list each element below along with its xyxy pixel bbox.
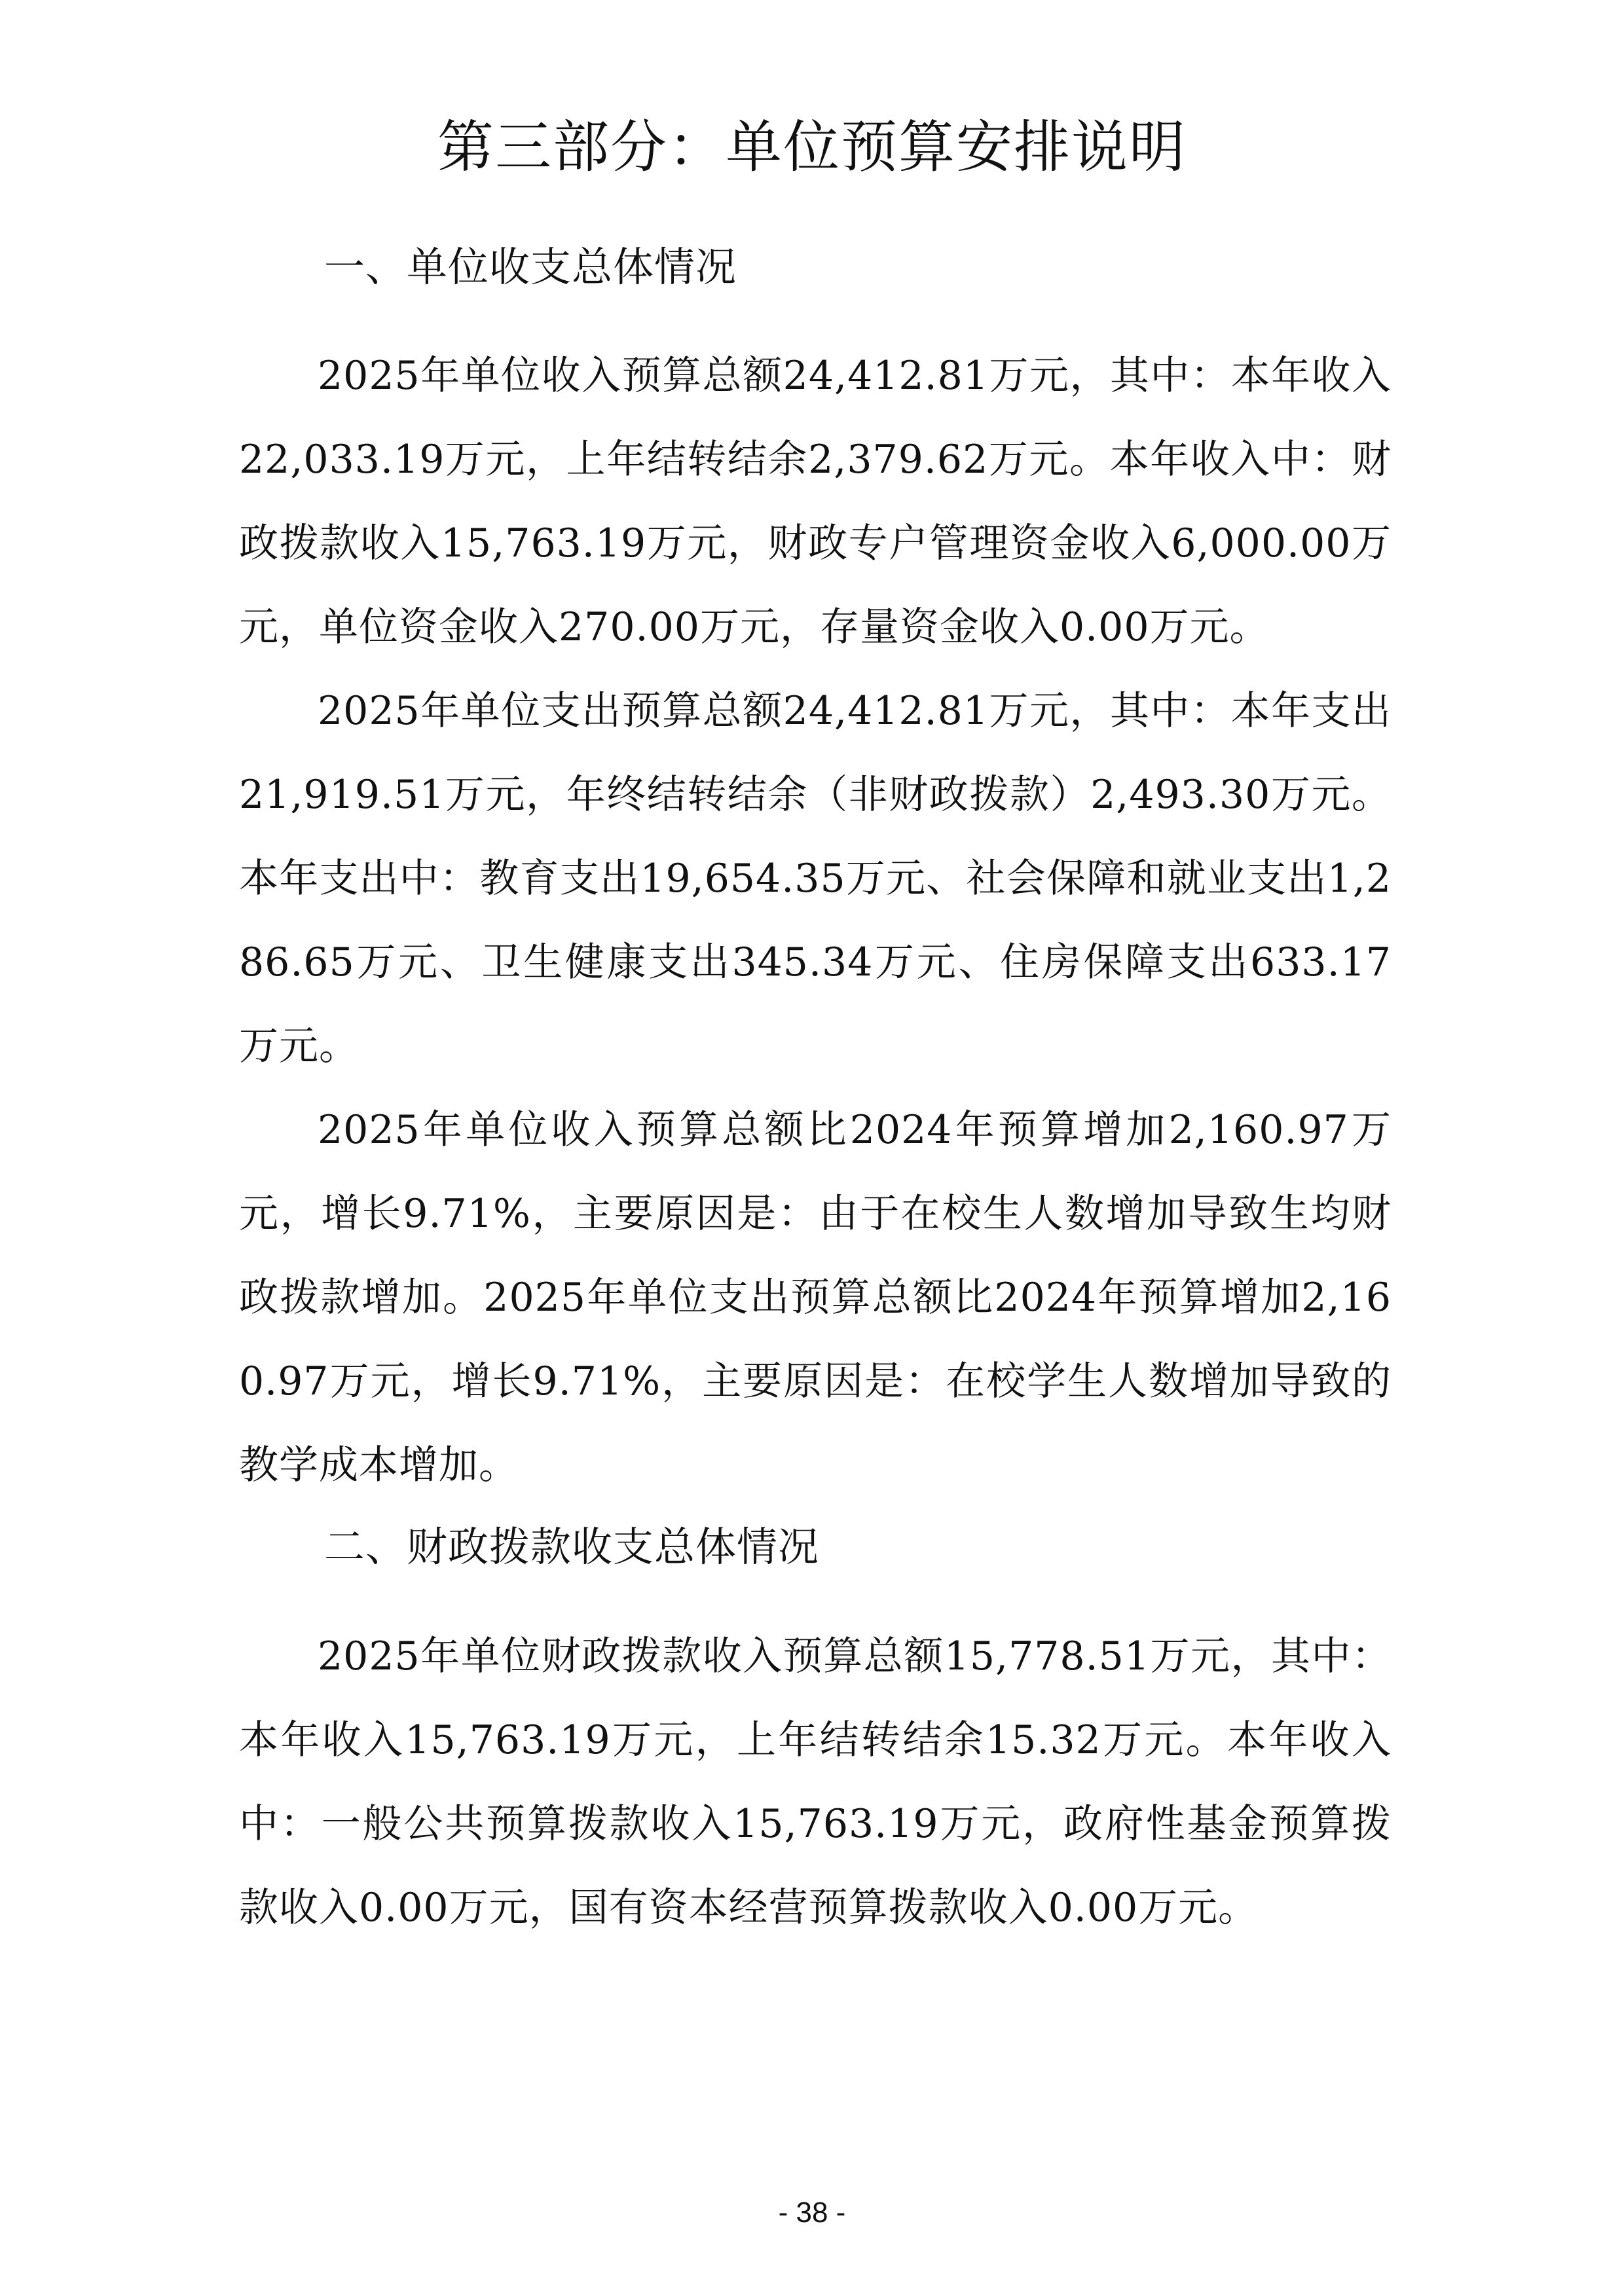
paragraph-fiscal-appropriation: 2025年单位财政拨款收入预算总额15,778.51万元，其中：本年收入15,763.19万元，上年结转结余15.32万元。本年收入中：一般公共预算拨款收入15,763.19万元，政府性基金预算拨款收入0.00万元，国有资本经营预算拨款收入0.00万元。 bbox=[239, 1633, 1392, 1931]
page-number: - 38 - bbox=[778, 2196, 846, 2229]
page-title: 第三部分：单位预算安排说明 bbox=[437, 115, 1187, 180]
paragraph-income-budget: 2025年单位收入预算总额24,412.81万元，其中：本年收入22,033.19万元，上年结转结余2,379.62万元。本年收入中：财政拨款收入15,763.19万元，财政专户管理资金收入6,000.00万元，单位资金收入270.00万元，存量资金收入0.00万元。 bbox=[239, 353, 1392, 650]
paragraph-budget-change: 2025年单位收入预算总额比2024年预算增加2,160.97万元，增长9.71%，主要原因是：由于在校生人数增加导致生均财政拨款增加。2025年单位支出预算总额比2024年预算增加2,160.97万元，增长9.71%，主要原因是：在校学生人数增加导致的教学成本增加。 bbox=[239, 1107, 1392, 1488]
section-heading-income-expenditure: 一、单位收支总体情况 bbox=[324, 243, 737, 291]
paragraph-expenditure-budget: 2025年单位支出预算总额24,412.81万元，其中：本年支出21,919.51万元，年终结转结余（非财政拨款）2,493.30万元。本年支出中：教育支出19,654.35万元、社会保障和就业支出1,286.65万元、卫生健康支出345.34万元、住房保障支出633.17万元。 bbox=[239, 688, 1392, 1069]
section-heading-fiscal-appropriation: 二、财政拨款收支总体情况 bbox=[324, 1523, 820, 1571]
